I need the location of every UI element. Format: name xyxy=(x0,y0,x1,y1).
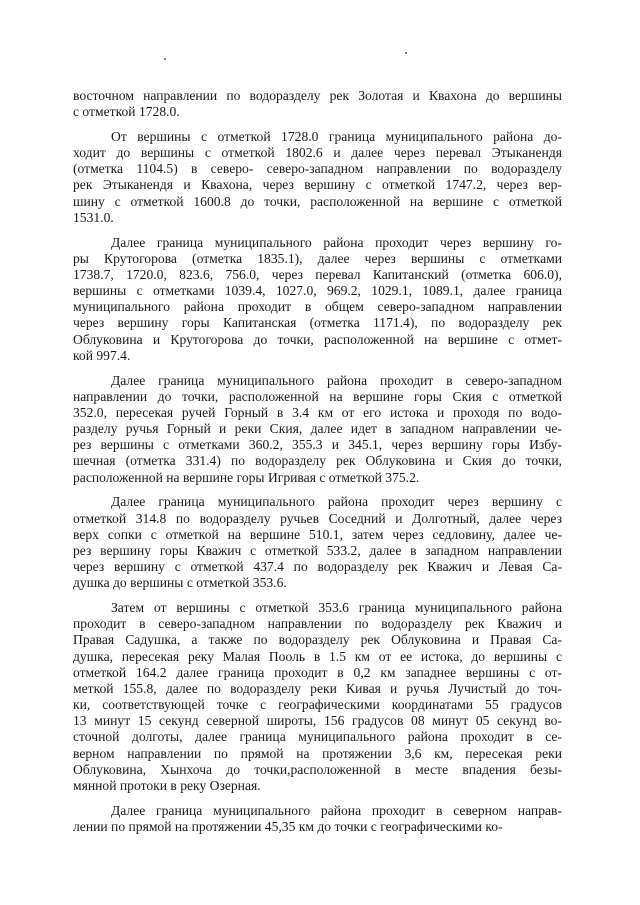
paragraph xyxy=(73,803,562,835)
paragraph-line: отметкой 164.2 далее граница проходит в 0,2 км западнее вершины с от- xyxy=(73,664,562,680)
paragraph-line: душка до вершины с отметкой 353.6. xyxy=(73,575,287,591)
paragraph-line: направлении до точки, расположенной на вершине горы Ския с отметкой xyxy=(73,388,562,404)
paragraph-line: сточной долготы, далее граница муниципального района проходит в се- xyxy=(73,729,562,745)
paragraph xyxy=(73,600,562,794)
paragraph xyxy=(73,373,562,486)
paragraph-line: 1531.0. xyxy=(73,209,114,225)
paragraph-line: ходит до вершины с отметкой 1802.6 и далее через перевал Этыканендя xyxy=(73,145,562,161)
scan-speck xyxy=(164,58,166,60)
paragraph-line: рез вершину горы Кважич с отметкой 533.2, далее в западном направлении xyxy=(73,542,562,558)
paragraph xyxy=(73,494,562,591)
paragraph-line: рез вершины с отметками 360.2, 355.3 и 345.1, через вершину горы Избу- xyxy=(73,437,562,453)
paragraph xyxy=(73,129,562,226)
paragraph-line: шину с отметкой 1600.8 до точки, расположенной на вершине с отметкой xyxy=(73,193,562,209)
paragraph-line: кой 997.4. xyxy=(73,347,131,363)
paragraph-line: ки, соответствующей точке с географическими координатами 55 градусов xyxy=(73,697,562,713)
paragraph-line: рек Этыканендя и Квахона, через вершину с отметкой 1747.2, через вер- xyxy=(73,177,562,193)
paragraph-line: через вершину с отметкой 437.4 по водоразделу рек Кважич и Левая Са- xyxy=(73,559,562,575)
paragraph-line: Облуковина и Крутогорова до точки, расположенной на вершине с отмет- xyxy=(73,331,562,347)
paragraph-line: верх сопки с отметкой на вершине 510.1, затем через седловину, далее че- xyxy=(73,526,562,542)
paragraph-line: 352.0, пересекая ручей Горный в 3.4 км от его истока и проходя по водо- xyxy=(73,404,562,420)
paragraph-line: Облуковина, Хынхоча до точки,расположенной в месте впадения безы- xyxy=(73,761,562,777)
paragraph-line: Правая Садушка, а также по водоразделу рек Облуковина и Правая Са- xyxy=(73,632,562,648)
paragraph xyxy=(73,235,562,365)
paragraph-line: Далее граница муниципального района проходит через вершину с xyxy=(111,494,562,510)
paragraph-line: верном направлении по прямой на протяжении 3,6 км, пересекая реки xyxy=(73,745,562,761)
paragraph-line: расположенной на вершине горы Игривая с отметкой 375.2. xyxy=(73,469,420,485)
paragraph-line: шечная (отметка 331.4) по водоразделу рек Облуковина и Ския до точки, xyxy=(73,453,562,469)
paragraph-line: Далее граница муниципального района проходит в северо-западном xyxy=(111,372,562,388)
paragraph xyxy=(73,88,562,120)
paragraph-line: лении по прямой на протяжении 45,35 км до точки с географическими ко- xyxy=(73,818,503,834)
paragraph-line: 13 минут 15 секунд северной широты, 156 градусов 08 минут 05 секунд во- xyxy=(73,713,562,729)
paragraph-line: восточном направлении по водоразделу рек Золотая и Квахона до вершины xyxy=(73,88,562,103)
paragraph-line: Затем от вершины с отметкой 353.6 граница муниципального района xyxy=(111,599,562,615)
paragraph-line: через вершину горы Капитанская (отметка 1171.4), по водоразделу рек xyxy=(73,315,562,331)
scan-speck xyxy=(405,52,407,54)
paragraph-line: душка, пересекая реку Малая Пооль в 1.5 км от ее истока, до вершины с xyxy=(73,648,562,664)
paragraph-line: 1738.7, 1720.0, 823.6, 756.0, через перевал Капитанский (отметка 606.0), xyxy=(73,266,562,282)
paragraph-line: муниципального района проходит в общем северо-западном направлении xyxy=(73,299,562,315)
paragraph-line: отметкой 314.8 по водоразделу ручьев Соседний и Долготный, далее через xyxy=(73,510,562,526)
document-body xyxy=(73,88,562,844)
paragraph-line: Далее граница муниципального района проходит через вершину го- xyxy=(111,234,562,250)
paragraph-line: мянной протоки в реку Озерная. xyxy=(73,778,261,793)
paragraph-line: проходит в северо-западном направлении по водоразделу рек Кважич и xyxy=(73,616,562,632)
paragraph-line: меткой 155.8, далее по водоразделу реки Кивая и ручья Лучистый до точ- xyxy=(73,680,562,696)
paragraph-line: с отметкой 1728.0. xyxy=(73,104,180,120)
paragraph-line: вершины с отметками 1039.4, 1027.0, 969.2, 1029.1, 1089.1, далее граница xyxy=(73,283,562,299)
paragraph-line: Далее граница муниципального района проходит в северном направ- xyxy=(111,802,562,818)
paragraph-line: разделу ручья Горный и реки Ския, далее идет в западном направлении че- xyxy=(73,421,562,437)
paragraph-line: От вершины с отметкой 1728.0 граница муниципального района до- xyxy=(111,128,562,144)
paragraph-line: (отметка 1104.5) в северо- северо-западном направлении по водоразделу xyxy=(73,161,562,177)
paragraph-line: ры Крутогорова (отметка 1835.1), далее через вершины с отметками xyxy=(73,250,562,266)
